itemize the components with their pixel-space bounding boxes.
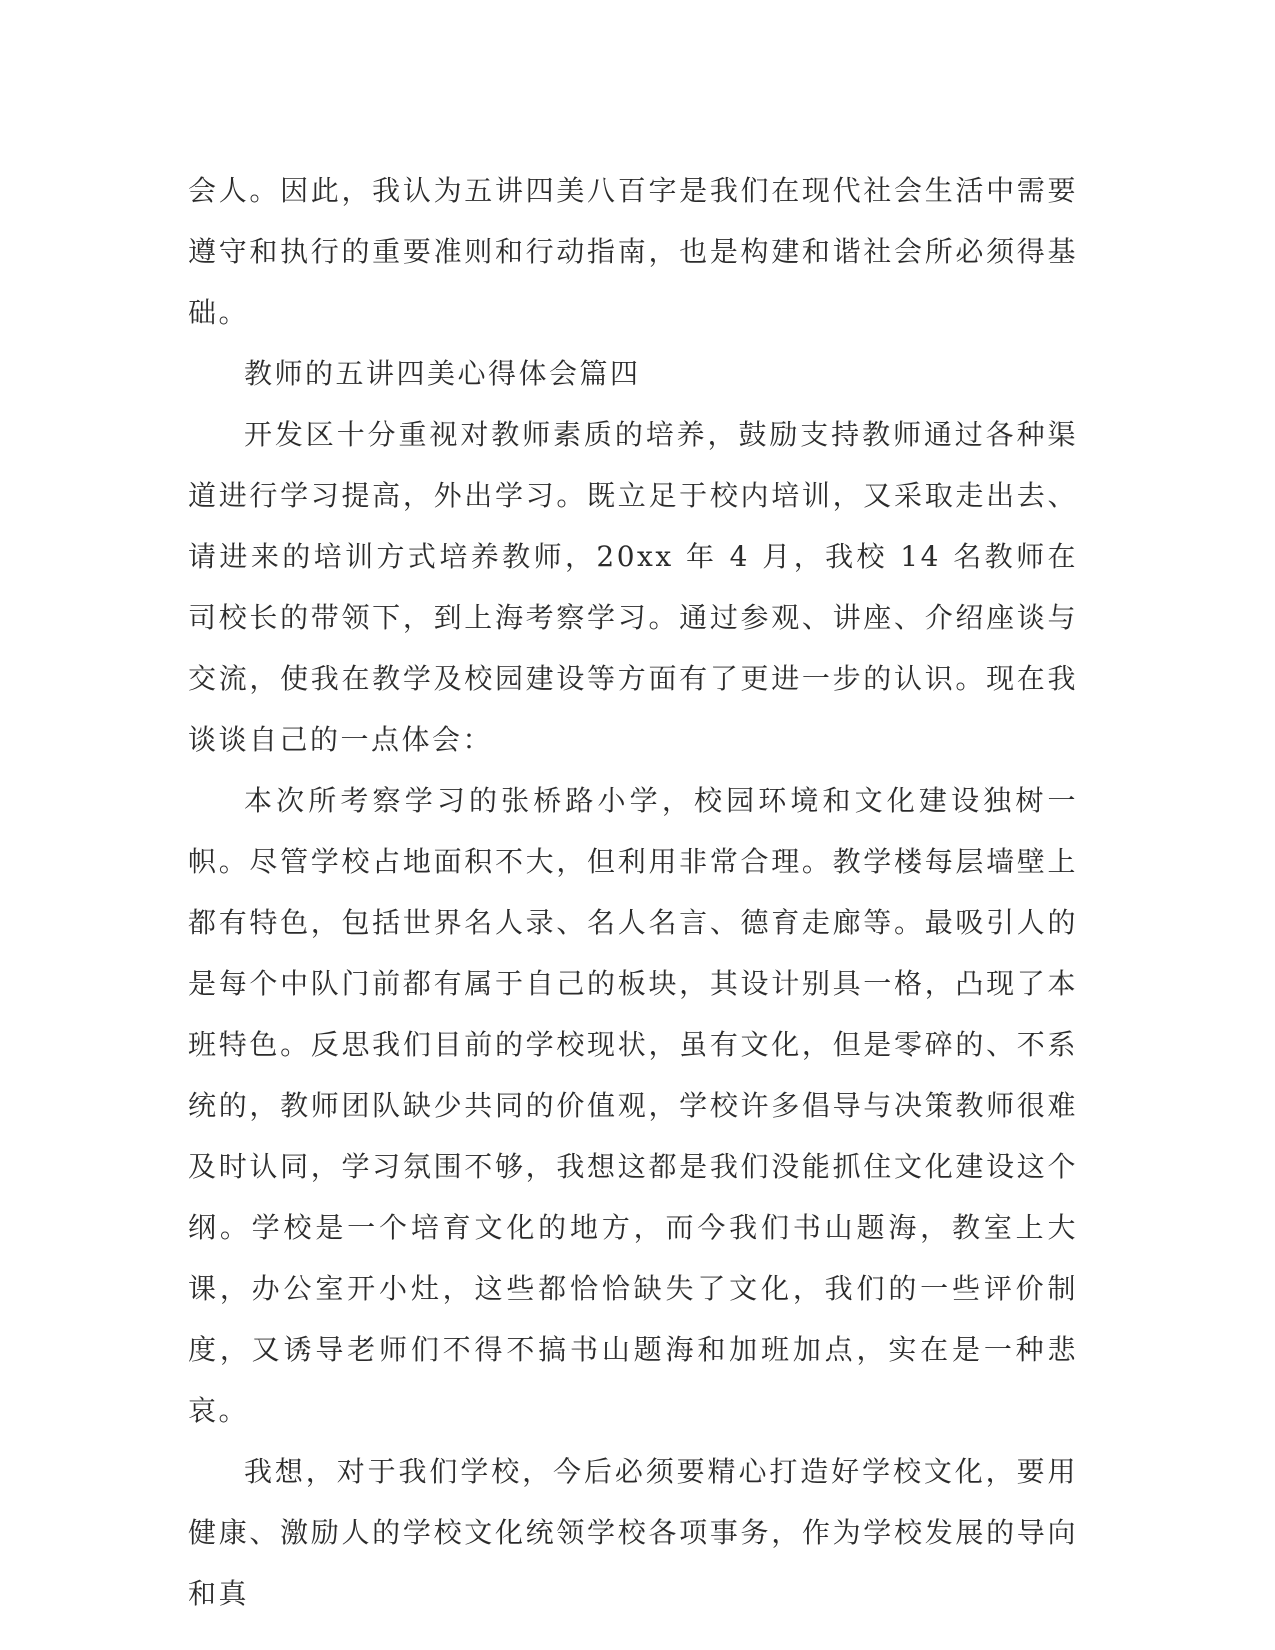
paragraph: 开发区十分重视对教师素质的培养，鼓励支持教师通过各种渠道进行学习提高，外出学习。既立足于校内培训，又采取走出去、请进来的培训方式培养教师，20xx 年 4 月，我校 14 名教师在司校长的带领下，到上海考察学习。通过参观、讲座、介绍座谈与交流，使我在教学及校园建设等方面有了更进一步的认识。现在我谈谈自己的一点体会： xyxy=(188,418,1078,756)
paragraph-continuation: 会人。因此，我认为五讲四美八百字是我们在现代社会生活中需要遵守和执行的重要准则和行动指南，也是构建和谐社会所必须得基础。 xyxy=(188,174,1078,329)
section-heading: 教师的五讲四美心得体会篇四 xyxy=(244,357,641,390)
paragraph: 我想，对于我们学校，今后必须要精心打造好学校文化，要用健康、激励人的学校文化统领学校各项事务，作为学校发展的导向和真 xyxy=(188,1455,1078,1610)
document-body xyxy=(188,160,1078,1624)
paragraph: 本次所考察学习的张桥路小学，校园环境和文化建设独树一帜。尽管学校占地面积不大，但利用非常合理。教学楼每层墙壁上都有特色，包括世界名人录、名人名言、德育走廊等。最吸引人的是每个中队门前都有属于自己的板块，其设计别具一格，凸现了本班特色。反思我们目前的学校现状，虽有文化，但是零碎的、不系统的，教师团队缺少共同的价值观，学校许多倡导与决策教师很难及时认同，学习氛围不够，我想这都是我们没能抓住文化建设这个纲。学校是一个培育文化的地方，而今我们书山题海，教室上大课，办公室开小灶，这些都恰恰缺失了文化，我们的一些评价制度，又诱导老师们不得不搞书山题海和加班加点，实在是一种悲哀。 xyxy=(188,784,1078,1427)
